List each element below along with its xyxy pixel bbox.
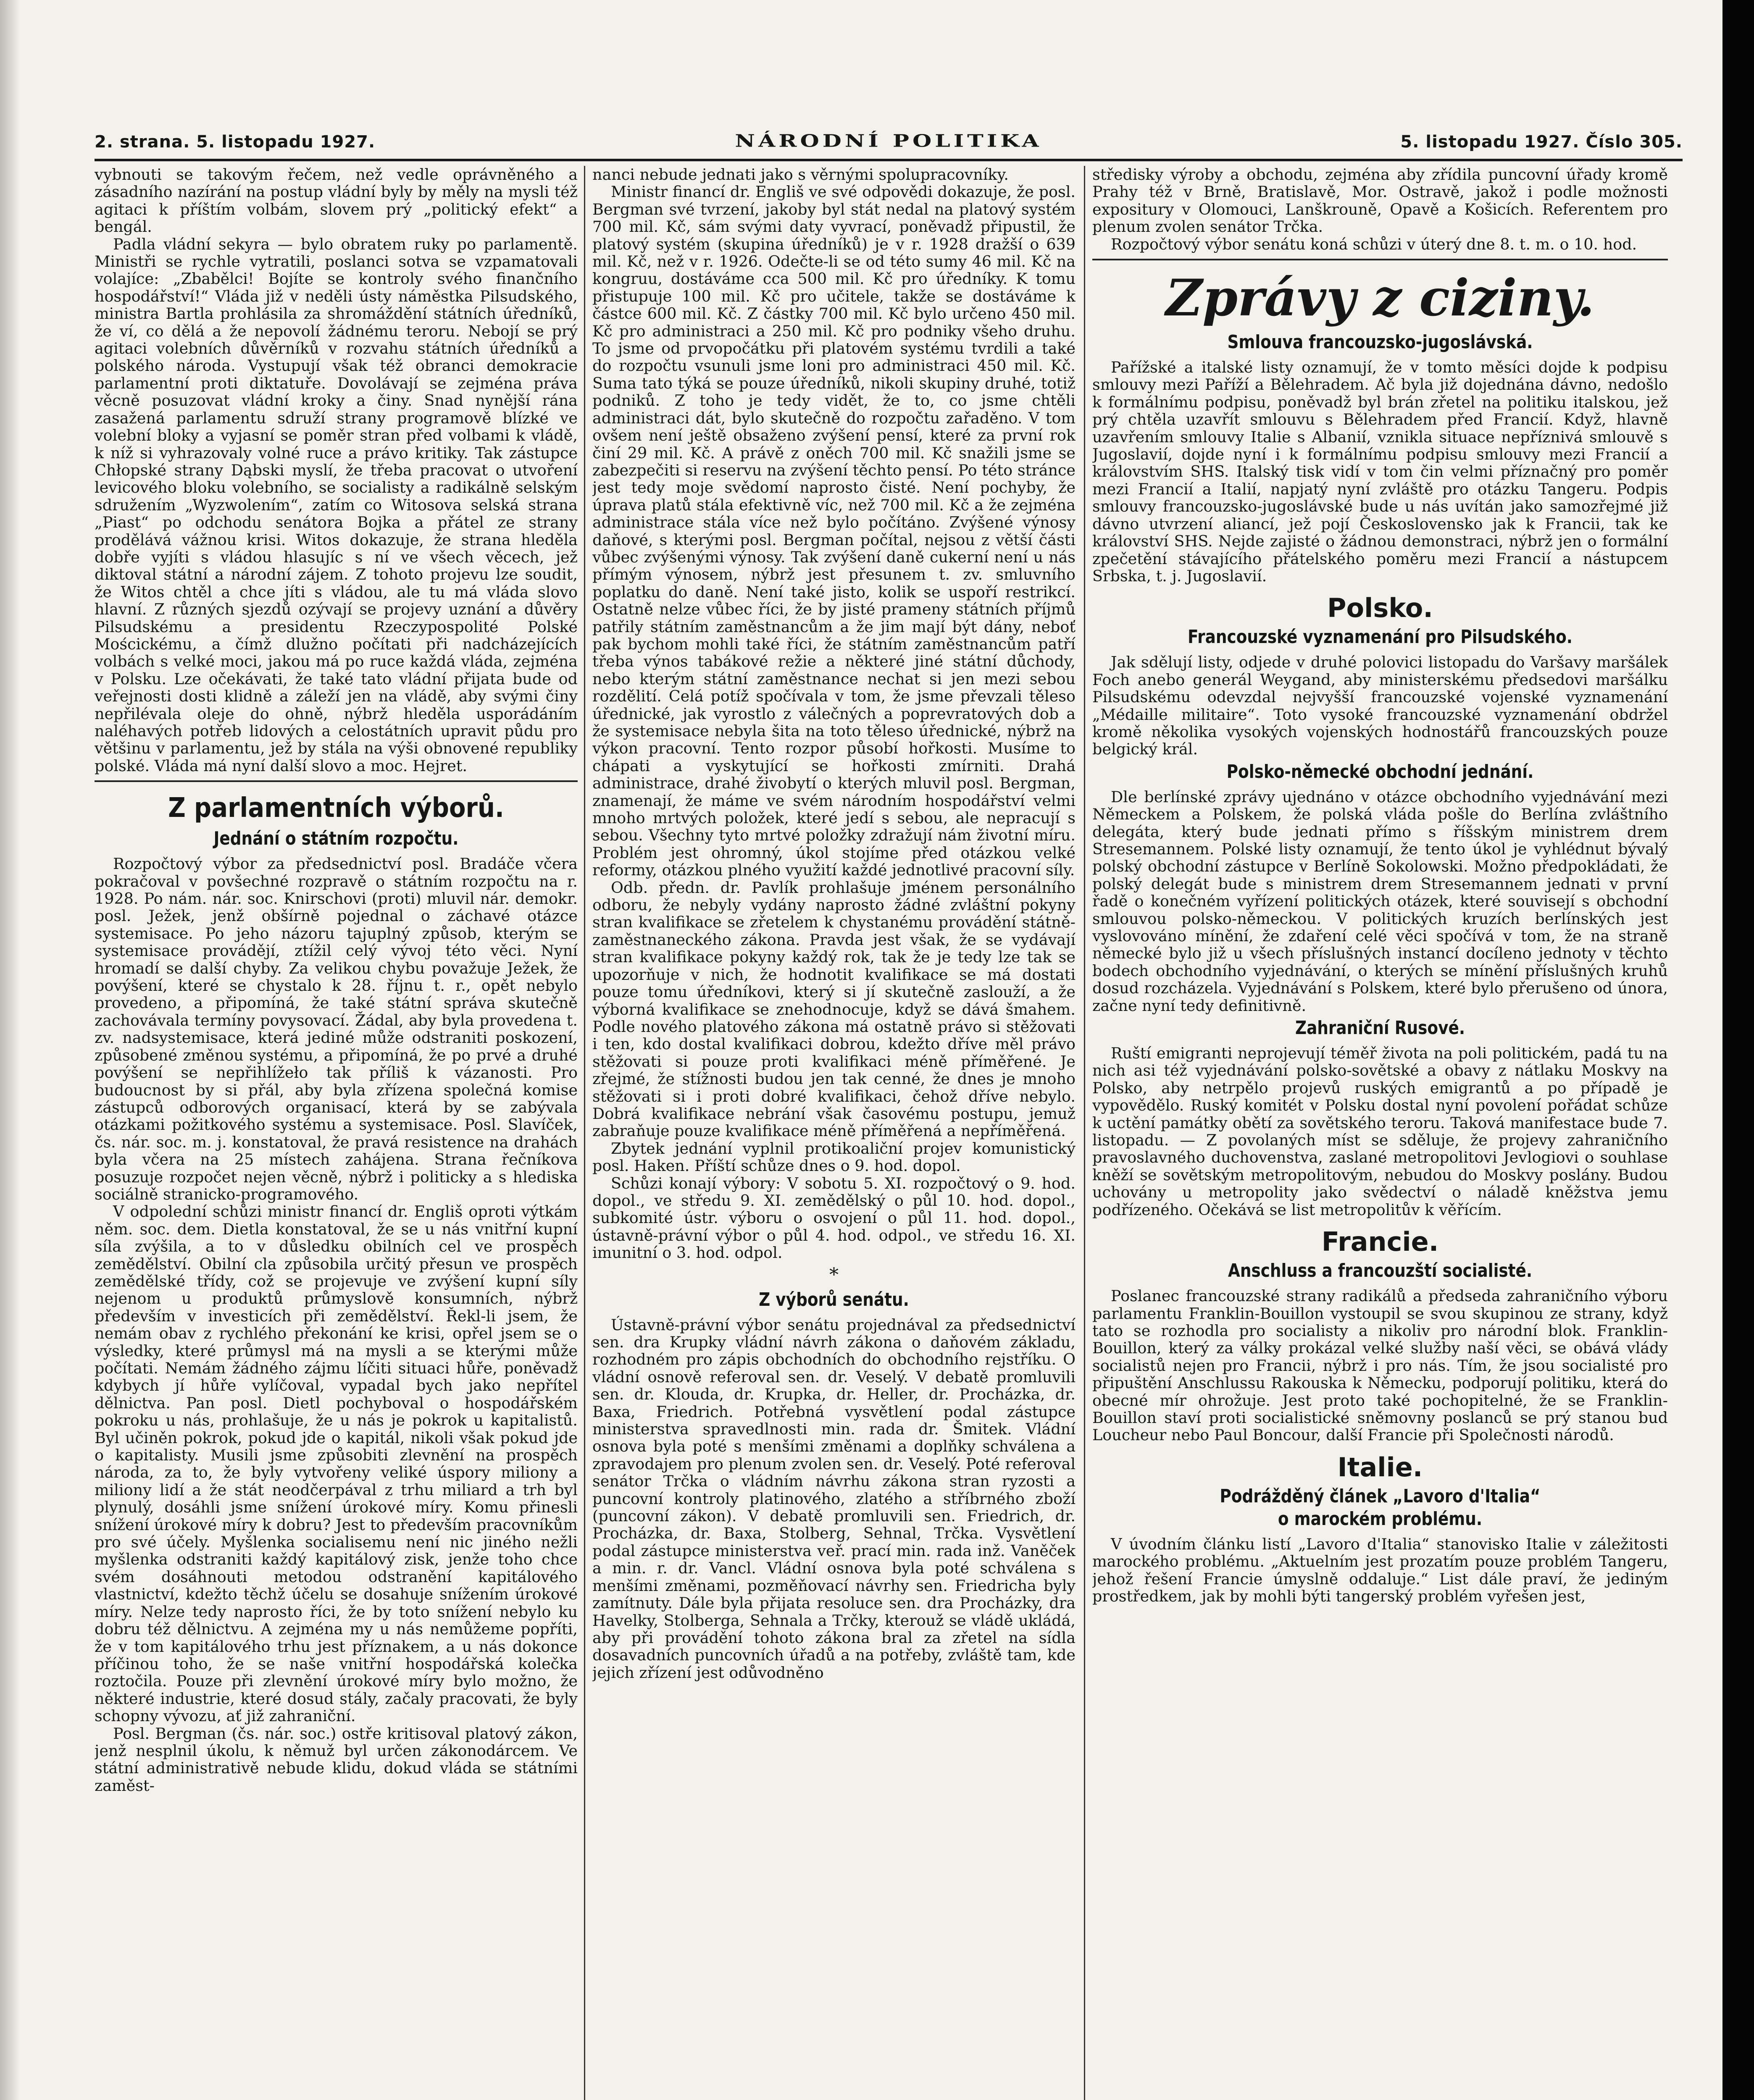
subheadline: Smlouva francouzsko-jugoslávská. bbox=[1227, 331, 1533, 353]
subheadline: Polsko-německé obchodní jednání. bbox=[1226, 761, 1534, 782]
header-left: 2. strana. 5. listopadu 1927. bbox=[95, 132, 376, 152]
divider bbox=[95, 780, 578, 782]
subheadline: Z výborů senátu. bbox=[759, 1289, 909, 1310]
article-text: Schůzi konají výbory: V sobotu 5. XI. rozpočtový o 9. hod. dopol., ve středu 9. XI. zemědělský o půl 10. hod. dopol., subkomité ústr. výboru o osvojení o půl 11. hod. dopol., ústavně-právní výbor o půl 4. hod. odpol., ve středu 16. XI. imunitní o 3. hod. odpol. bbox=[592, 1174, 1076, 1262]
scan-left-shadow bbox=[0, 0, 20, 2100]
article-text: V odpolední schůzi ministr financí dr. Engliš oproti výtkám něm. soc. dem. Dietla konstatoval, že se u nás vnitřní kupní síla zvýšila, a to v důsledku obilních cel ve prospěch zemědělství. Obilní cla způsobila určitý přesun ve prospěch zemědělské třídy, což se projevuje ve zvýšení kupní síly nejenom u produktů průmyslově konsumních, nýbrž především v investicích při zemědělství. Řekl-li jsem, že nemám obav z rychlého překonání ke krisi, opřel jsem se o výsledky, které průmysl má na mysli a se kterými může počítati. Nemám žádného zájmu líčiti situaci hůře, poněvadž kdybych jí hůře vylíčoval, vypadal bych jako nepřítel dělnictva. Pan posl. Dietl pochyboval o hospodářském pokroku u nás, prohlašuje, že u nás je pokrok u kapitalistů. Byl učiněn pokrok, pokud jde o kapitál, nikoli však pokud jde o kapitalisty. Musili jsme způsobiti zlevnění na prospěch národa, za to, že byly vytvořeny veliké úspory miliony a miliony lidí a že stát neodčerpával z trhu miliard a trh byl plynulý, dosáhli jsme snížení úrokové míry. Komu přinesli snížení úrokové míry k dobru? Jest to především pracovníkům pro své účely. Myšlenka socialisemu není nic jiného nežli myšlenka odstraniti každý kapitálový zisk, jenže toho chce svém dosáhnouti metodou odstranění kapitálového vlastnictví, kdežto těchž účelu se dosahuje snížením úrokové míry. Nelze tedy naprosto říci, že by toto snížení nebylo ku dobru též dělnictvu. A zejména my u nás nemůžeme popříti, že v tom kapitálového trhu jest příznakem, a u nás dokonce příčinou toho, že se naše vnitřní hospodářská kolečka roztočila. Pouze při zlevnění úrokové míry bylo možno, že některé industrie, které dosud stály, začaly pracovati, že byly schopny vývozu, ať již zahraniční. bbox=[95, 1202, 578, 1725]
page-header bbox=[95, 128, 1683, 158]
masthead-title: NÁRODNÍ POLITIKA bbox=[735, 131, 1042, 151]
column-2 bbox=[592, 166, 1076, 2100]
column-rule-2 bbox=[1084, 166, 1085, 2100]
column-rule-1 bbox=[584, 166, 585, 2100]
article-text: Padla vládní sekyra — bylo obratem ruky po parlamentě. Ministři se rychle vytratili, poslanci sotva se vzpamatovali volajíce: „Zbabělci! Bojíte se kontroly svého finančního hospodářství!“ Vláda již v neděli ústy náměstka Pilsudského, ministra Bartla prohlásila za shromáždění státních úředníků, že ví, co dělá a že nepovolí žádnému teroru. Nebojí se prý agitaci volebních důvěrníků v rozvahu státních úředníků a polského národa. Vystupují však též obranci demokracie parlamentní proti diktatuře. Dovolávají se zejména práva věcně posuzovat vládní kroky a činy. Snad nynější rána zasažená parlamentu sdruží strany programově blízké ve volební bloky a vyjasní se poměr stran před volbami k vládě, k níž si vyhrazovaly volné ruce a právo kritiky. Tak zástupce Chłopské strany Dąbski myslí, že třeba pracovat o utvoření levicového bloku volebního, se socialisty a radikálně selským sdružením „Wyzwolením“, zatím co Witosova selská strana „Piast“ po odchodu senátora Bojka a přátel ze strany prodělává vážnou krisi. Witos dokazuje, že strana hledělа dobře vyjíti s vládou hlasujíc s ní ve všech věcech, jež diktoval státní a národní zájem. Z tohoto projevu lze soudit, že Witos chtěl a chce jíti s vládou, ale tu má vláda slovo hlavní. Z různých sjezdů ozývají se projevy uznání a důvěry Pilsudskému a presidentu Rzeczypospolité Polské Mościckému, a čímž dlužno počítati při nadcházejících volbách s velké moci, jakou má po ruce každá vláda, zejména v Polsku. Lze očekávati, že také tato vládní přijata bude od veřejnosti dosti klidně a záleží jen na vládě, aby svými činy nepřilévala oleje do ohně, nýbrž hleděla usporádáním naléhavých potřeb lidových a celostátních upravit půdu pro většinu v parlamentu, jež by stála na výši obnovené republiky polské. Vláda má nyní další slovo a moc. Hejret. bbox=[95, 235, 578, 775]
article-text: V úvodním článku listí „Lavoro d'Italia“ stanovisko Italie v záležitosti marockého problému. „Aktuelním jest prozatím pouze problém Tangeru, jehož řešení Francie úmyslně oddaluje.“ List dále praví, že jediným prostředkem, jak by mohli býti tangerský problém vyřešen jest, bbox=[1092, 1535, 1668, 1605]
article-text: Odb. předn. dr. Pavlík prohlašuje jménem personálního odboru, že nebyly vydány naprosto žádné zvláštní pokyny stran kvalifikace se zřetelem k chystanému provádění státně-zaměstnaneckého zákona. Pravda jest však, že se vydávají stran kvalifikace pokyny každý rok, tak že je tedy lze tak se upozorňuje v nich, že hodnotit kvalifikace se má dostati pouze tomu úředníkovi, který si jí skutečně zaslouží, a že výborná kvalifikace se znehodnocuje, když se dává šmahem. Podle nového platového zákona má ostatně právo si stěžovati i ten, kdo dostal kvalifikaci dobrou, kdežto dříve měl právo stěžovati si pouze proti kvalifikaci méně příměřené. Je zřejmé, že stížnosti budou jen tak cenné, že dnes je mnoho stěžovati si i proti dobré kvalifikaci, čehož dříve nebylo. Dobrá kvalifikace nebrání však časovému postupu, jemuž zabraňuje pouze kvalifikace méně příměřená a nepříměřená. bbox=[592, 878, 1076, 1140]
article-text: Posl. Bergman (čs. nár. soc.) ostře kritisoval platový zákon, jenž nesplnil úkolu, k němuž byl určen zákonodárcem. Ve státní administrativě nebude klidu, dokud vláda se státními zaměst- bbox=[95, 1724, 578, 1795]
country-heading: Italie. bbox=[1337, 1452, 1423, 1483]
subheadline: Jednání o státním rozpočtu. bbox=[213, 828, 459, 850]
article-text: Ústavně-právní výbor senátu projednával za předsednictví sen. dra Krupky vládní návrh zákona o daňovém základu, rozhodném pro zápis obchodních do obchodního rejstříku. O vládní osnově referoval sen. dr. Veselý. V debatě promluvili sen. dr. Klouda, dr. Krupka, dr. Heller, dr. Procházka, dr. Baxa, Friedrich. Potřebná vysvětlení podal zástupce ministerstva spravedlnosti min. rada dr. Šmitek. Vládní osnova byla poté s menšími změnami a doplňky schválena a zpravodajem pro plenum zvolen sen. dr. Veselý. Poté referoval senátor Trčka o vládním návrhu zákona stran ryzosti a puncovní kontroly platinového, zlatého a stříbrného zboží (puncovní zákon). V debatě promluvili sen. Friedrich, dr. Procházka, dr. Baxa, Stolberg, Sehnal, Trčka. Vysvětlení podal zástupce ministerstva veř. prací min. rada inž. Vaněček a min. r. dr. Vancl. Vládní osnova byla poté schválena s menšími změnami, pozměňovací návrhy sen. Friedricha byly zamítnuty. Dále byla přijata resoluce sen. dra Procházky, dra Havelky, Stolberga, Sehnala a Trčky, kterouž se vládě ukládá, aby při provádění tohoto zákona bral za zřetel na sídla dosavadních puncovních úřadů a na potřeby, zvláště tam, kde jejich zřízení jest odůvodněno bbox=[592, 1315, 1076, 1682]
article-text: Ruští emigranti neprojevují téměř života na poli politickém, padá tu na nich asi též vyjednávání polsko-sovětské a obavy z nátlaku Moskvy na Polsko, aby netrpělo projevů ruských emigrantů a po případě je vypovědělo. Ruský komitét v Polsku dostal nyní povolení pořádat schůze k uctění památky obětí za sovětského teroru. Taková manifestace bude 7. listopadu. — Z povolaných míst se sděluje, že projevy zahraničního pravoslavného duchovenstva, zaslané metropolitovi Jevlogiovi o souhlase kněží se sovětským metropolitovým, nebudou do Moskvy poslány. Budou uchovány u metropolity jako svědectví o náladě kněžstva jemu podřízeného. Očekává se list metropolitův k věřícím. bbox=[1092, 1044, 1668, 1219]
article-text: vybnouti se takovým řečem, než vedle oprávněného a zásadního nazírání na postup vládní byly by měly na mysli též agitaci k příštím volbám, slovem prý „politický efekt“ a bengál. bbox=[95, 166, 578, 236]
country-heading: Polsko. bbox=[1327, 593, 1433, 624]
article-text: středisky výroby a obchodu, zejména aby zřídila puncovní úřady kromě Prahy též v Brně, Bratislavě, Mor. Ostravě, jakož i podle možnosti expositury v Olomouci, Lanškrouně, Opavě a Košicích. Referentem pro plenum zvolen senátor Trčka. bbox=[1092, 166, 1668, 236]
column-1 bbox=[95, 166, 578, 2100]
subheadline: Francouzské vyznamenání pro Pilsudského. bbox=[1188, 626, 1573, 648]
article-text: Poslanec francouzské strany radikálů a předseda zahraničního výboru parlamentu Franklin-Bouillon vystoupil se svou skupinou ze strany, když tato se rozhodla pro socialisty a nikoliv pro národní blok. Franklin-Bouillon, který za války prokázal velké služby naší věci, se obává vlády socialistů nejen pro Francii, nýbrž i pro nás. Tím, že jsou socialisté pro připuštění Anschlussu Rakouska k Německu, podporují politiku, která do obecné mír ohrožuje. Jest proto také pochopitelné, že se Franklin-Bouillon staví proti socialistické sněmovny poslanců se prý stanou bud Loucheur nebo Paul Boncour, další Francie při Společnosti národů. bbox=[1092, 1287, 1668, 1444]
headline: Z parlamentních výborů. bbox=[168, 793, 504, 824]
article-text: Jak sdělují listy, odjede v druhé polovici listopadu do Varšavy maršálek Foch anebo generál Weygand, aby ministerskému předsedovi maršálku Pilsudskému odevzdal nejvyšší francouzské vojenské vyznamenání „Médaille militaire“. Toto vysoké francouzské vyznamenání obdržel kromě několika vysokých vojenských hodnostářů francouzských pouze belgický král. bbox=[1092, 653, 1668, 759]
scan-right-margin bbox=[1722, 0, 1754, 2100]
header-right: 5. listopadu 1927. Číslo 305. bbox=[1400, 132, 1683, 152]
section-title: Zprávy z ciziny. bbox=[1165, 268, 1595, 328]
country-heading: Francie. bbox=[1321, 1226, 1439, 1257]
article-text: Zbytek jednání vyplnil protikoaliční projev komunistický posl. Haken. Příští schůze dnes o 9. hod. dopol. bbox=[592, 1139, 1076, 1175]
article-text: Rozpočtový výbor za předsednictví posl. Bradáče včera pokračoval v povšechné rozpravě o státním rozpočtu na r. 1928. Po nám. nár. soc. Knirschovi (proti) mluvil nár. demokr. posl. Ježek, jenž obšírně pojednal o záchavé otázce systemisace. Po jeho názoru tajuplný způsob, kterým se systemisace provádějí, ztížil celý vývoj této věci. Nyní hromadí se další chyby. Za velikou chybu považuje Ježek, že povýšení, které se chystalo k 28. říjnu t. r., opět nebylo provedeno, a připomíná, že také státní správa skutečně zachovávala termíny povysovací. Žádal, aby byla provedena t. zv. nadsystemisace, která jediné může odstraniti poskození, způsobené změnou systému, a připomíná, že po prvé a druhé povýšení se nepřihlížeło tak příliš k vázanosti. Pro budoucnost by si přál, aby byla zřízena společná komise zástupců odborových organisací, která by se zabývala otázkami požitkového systému a systemisace. Posl. Slavíček, čs. nár. soc. m. j. konstatoval, že pravá resistence na drahách byla včera na 25 místech zahájena. Strana řečníkova posuzuje rozpočet nejen věcně, nýbrž i politicky a s hlediska sociálně stranicko-programového. bbox=[95, 855, 578, 1203]
subheadline: o marockém problému. bbox=[1278, 1508, 1483, 1530]
subheadline: Anschluss a francouzští socialisté. bbox=[1228, 1260, 1533, 1282]
article-text: Dle berlínské zprávy ujednáno v otázce obchodního vyjednávání mezi Německem a Polskem, že polská vláda pošle do Berlína zvláštního delegáta, který bude jednati přímo s říšským ministrem drem Stresemannem. Polské listy oznamují, že tento úkol je vyhlédnut bývalý polský obchodní zástupce v Berlíně Sokolowski. Možno předpokládati, že polský delegát bude s ministrem drem Stresemannem jednati v první řadě o konečném vyřízení politických otázek, které souvisejí s obchodní smlouvou polsko-německou. V politických kruzích berlínských jest vyslovováno mínění, že zdaření celé věci spočívá v tom, že na straně německé bylo již u všech příslušných instancí docíleno jednoty v těchto bodech obchodního vyjednávání, o kterých se mínění příslušných kruhů dosud rozcházela. Vyjednávání s Polskem, které bylo přerušeno od února, začne nyní tedy definitivně. bbox=[1092, 788, 1668, 1015]
article-text: Ministr financí dr. Engliš ve své odpovědi dokazuje, že posl. Bergman své tvrzení, jakoby byl stát nedal na platový systém 700 mil. Kč, sám svými daty vyvrací, poněvadž připustil, že platový systém (skupina úředníků) je v r. 1928 dražší o 639 mil. Kč, než v r. 1926. Odečte-li se od této sumy 46 mil. Kč na kongruu, dostáváme cca 500 mil. Kč pro úředníky. K tomu přistupuje 100 mil. Kč pro učitele, takže se dostáváme k částce 600 mil. Kč. Z částky 700 mil. Kč bylo určeno 450 mil. Kč pro administraci a 250 mil. Kč pro podniky všeho druhu. To jsme od prvopočátku při platovém systému tvrdili a také do rozpočtu vsunuli jsme loni pro administraci 450 mil. Kč. Suma tato týká se pouze úředníků, nikoli skupiny druhé, totiž podniků. Z toho je tedy vidět, že to, co jsme chtěli administraci dát, bylo skutečně do rozpočtu zařaděno. V tom ovšem není ještě obsaženo zvýšení pensí, které za první rok činí 29 mil. Kč. A právě z oněch 700 mil. Kč snažili jsme se zabezpečiti si reservu na zvýšení těchto pensí. Po této stránce jest tedy moje svědomí naprosto čisté. Není pochyby, že úprava platů stála efektivně víc, než 700 mil. Kč a že zejména administrace stála více než bylo počítáno. Zvýšené výnosy daňové, s kterými posl. Bergman počítal, nejsou z větší části vůbec zvýšenými výnosy. Tak zvýšení daně cukerní není u nás přímým výnosem, nýbrž jest přesunem t. zv. smluvního poplatku do daně. Není také jisto, kolik se uspoří restrikcí. Ostatně nelze vůbec říci, že by jisté prameny státních příjmů patřily státním zaměstnancům a že jim mají být dány, neboť pak bychom mohli také říci, že státním zaměstnancům patří třeba výnos tabákové režie a některé jiné státní důchody, nebo kterým státní zaměstnance nechat si jen mezi sebou rozdělití. Celá potíž spočívala v tom, že jsme převzali těleso úřednické, jak vyrostlo z válečných a poprevratových dob a že systemisace nebyla šita na toto těleso úřednické, nýbrž na výkon pracovní. Tento rozpor působí hořkosti. Musíme to chápati a vyskytující se hořkosti zmírniti. Drahá administrace, drahé živobytí o kterých mluvil posl. Bergman, znamenají, že máme ve svém národním hospodářství velmi mnoho mrtvých položek, které jedí s sebou, ale nepracují s sebou. Všechny tyto mrtvé položky zdražují nám životní míru. Problém jest ohromný, úkol stojíme před otázkou velké reformy, otázkou plného využití každé jednotlivé pracovní síly. bbox=[592, 183, 1076, 879]
article-text: Rozpočtový výbor senátu koná schůzi v úterý dne 8. t. m. o 10. hod. bbox=[1111, 235, 1637, 253]
column-3 bbox=[1092, 166, 1668, 2100]
separator-asterisk: * bbox=[829, 1264, 839, 1286]
header-rule bbox=[95, 159, 1683, 161]
divider bbox=[1092, 259, 1668, 260]
article-text: Pařížské a italské listy oznamují, že v tomto měsíci dojde k podpisu smlouvy mezi Paříží a Bělehradem. Ač byla již dojednána dávno, nedošlo k formálnímu podpisu, poněvadž byl brán zřetel na politiku italskou, jež prý chtěla uzavřít smlouvu s Bělehradem před Francií. Když, hlavně uzavřením smlouvy Italie s Albanií, vznikla situace nepříznivá smlouvě s Jugoslavií, dojde nyní i k formálnímu podpisu smlouvy mezi Francií a královstvím SHS. Italský tisk vidí v tom čin velmi příznačný pro poměr mezi Francií a Italií, napjatý nyní zvláště pro otázku Tangeru. Podpis smlouvy francouzsko-jugoslávské bude u nás uvítán jako samozřejmé již dávno utvrzení aliancí, jež pojí Československo jak k Francii, tak ke království SHS. Nejde zajisté o žádnou demonstraci, nýbrž jen o formální zpečetění stávajícího přátelského poměru mezi Francií a nástupcem Srbska, t. j. Jugoslavií. bbox=[1092, 358, 1668, 585]
subheadline: Zahraniční Rusové. bbox=[1295, 1017, 1465, 1039]
subheadline: Podrážděný článek „Lavoro d'Italia“ bbox=[1220, 1485, 1541, 1507]
article-text: nanci nebude jednati jako s věrnými spolupracovníky. bbox=[592, 166, 1009, 184]
